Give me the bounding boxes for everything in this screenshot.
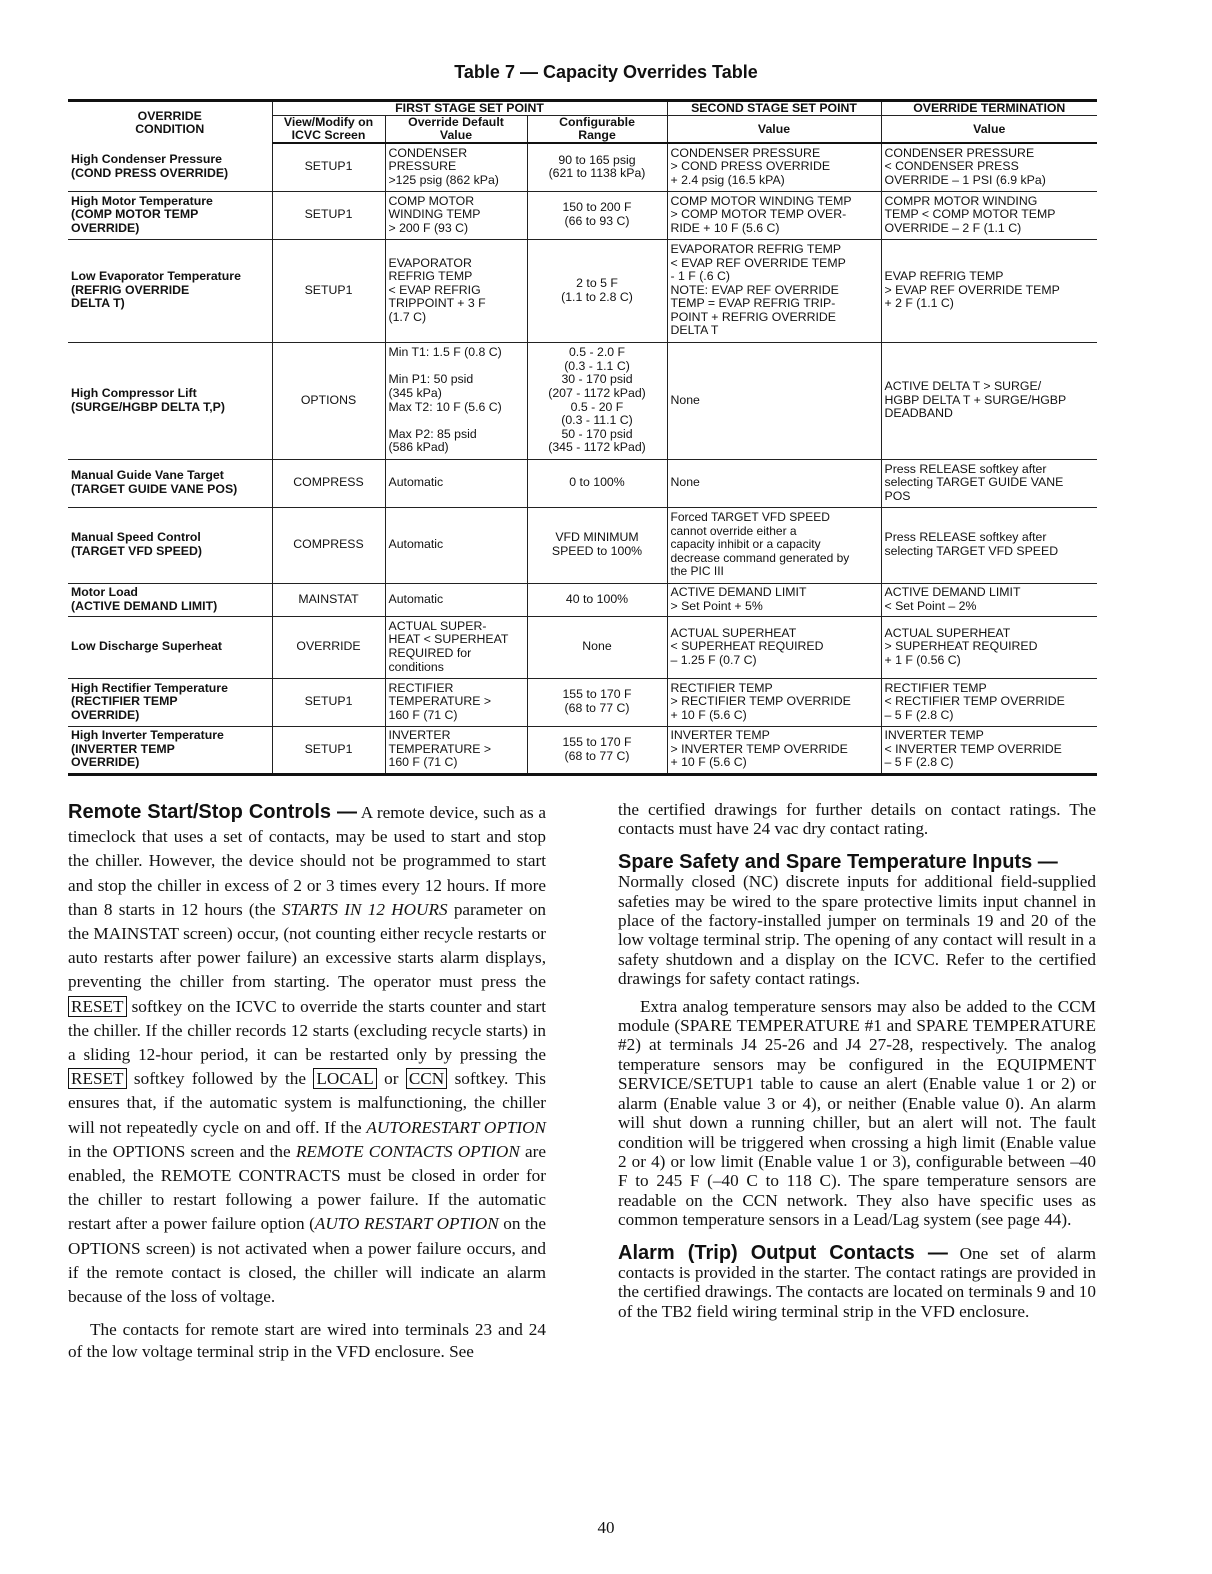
cell-range: 0.5 - 2.0 F (0.3 - 1.1 C) 30 - 170 psid (207 - 1172 kPad) 0.5 - 20 F (0.3 - 11.1 C) 50 - 170 psid (345 - 1172 kPad) bbox=[527, 342, 667, 459]
cell-second: None bbox=[667, 459, 881, 507]
header-second-stage: SECOND STAGE SET POINT bbox=[667, 101, 881, 116]
cell-condition: High Inverter Temperature (INVERTER TEMP OVERRIDE) bbox=[68, 726, 272, 774]
cell-termination: Press RELEASE softkey after selecting TARGET VFD SPEED bbox=[881, 507, 1097, 583]
cell-screen: COMPRESS bbox=[272, 507, 385, 583]
cell-condition: High Condenser Pressure (COND PRESS OVERRIDE) bbox=[68, 143, 272, 191]
cell-termination: EVAP REFRIG TEMP > EVAP REF OVERRIDE TEMP + 2 F (1.1 C) bbox=[881, 239, 1097, 342]
cell-condition: High Compressor Lift (SURGE/HGBP DELTA T,P) bbox=[68, 342, 272, 459]
cell-default: INVERTER TEMPERATURE > 160 F (71 C) bbox=[385, 726, 527, 774]
table-row bbox=[68, 239, 1097, 342]
cell-default: CONDENSER PRESSURE >125 psig (862 kPa) bbox=[385, 143, 527, 191]
table-row bbox=[68, 678, 1097, 726]
cell-second: COMP MOTOR WINDING TEMP > COMP MOTOR TEMP OVER- RIDE + 10 F (5.6 C) bbox=[667, 191, 881, 239]
page-number: 40 bbox=[597, 1518, 615, 1537]
cell-condition: High Motor Temperature (COMP MOTOR TEMP OVERRIDE) bbox=[68, 191, 272, 239]
cell-termination: Press RELEASE softkey after selecting TARGET GUIDE VANE POS bbox=[881, 459, 1097, 507]
cell-condition: Manual Speed Control (TARGET VFD SPEED) bbox=[68, 507, 272, 583]
cell-condition: Low Discharge Superheat bbox=[68, 616, 272, 678]
body-text: or bbox=[376, 1069, 406, 1089]
cell-second: Forced TARGET VFD SPEED cannot override either a capacity inhibit or a capacity decrease command generated by the PIC III bbox=[667, 507, 881, 583]
cell-condition: Low Evaporator Temperature (REFRIG OVERRIDE DELTA T) bbox=[68, 239, 272, 342]
body-text: One set of alarm contacts is provided in the starter. The contact ratings are provided in the certified drawings. The contacts are located on terminals 9 and 10 of the TB2 field wiring terminal strip in the VFD enclosure. bbox=[618, 1243, 1097, 1321]
capacity-overrides-table bbox=[68, 99, 1097, 776]
cell-screen: SETUP1 bbox=[272, 726, 385, 774]
cell-screen: SETUP1 bbox=[272, 143, 385, 191]
table-row bbox=[68, 342, 1097, 459]
remote-start-stop-paragraph bbox=[68, 800, 546, 1309]
cell-screen: SETUP1 bbox=[272, 239, 385, 342]
cell-screen: SETUP1 bbox=[272, 678, 385, 726]
local-softkey: LOCAL bbox=[313, 1068, 376, 1089]
param-starts-in-12-hours: STARTS IN 12 HOURS bbox=[281, 899, 448, 919]
cell-second: RECTIFIER TEMP > RECTIFIER TEMP OVERRIDE + 10 F (5.6 C) bbox=[667, 678, 881, 726]
cell-termination: INVERTER TEMP < INVERTER TEMP OVERRIDE – 5 F (2.8 C) bbox=[881, 726, 1097, 774]
header-view-modify: View/Modify on ICVC Screen bbox=[272, 116, 385, 144]
cell-screen: OPTIONS bbox=[272, 342, 385, 459]
reset-softkey: RESET bbox=[68, 1068, 127, 1089]
header-termination: OVERRIDE TERMINATION bbox=[881, 101, 1097, 116]
cell-second: EVAPORATOR REFRIG TEMP < EVAP REF OVERRIDE TEMP - 1 F (.6 C) NOTE: EVAP REF OVERRIDE TEMP = EVAP REFRIG TRIP- POINT + REFRIG OVERRIDE DELTA T bbox=[667, 239, 881, 342]
table-title: Table 7 — Capacity Overrides Table bbox=[454, 62, 758, 82]
cell-termination: ACTIVE DEMAND LIMIT < Set Point – 2% bbox=[881, 583, 1097, 616]
cell-second: INVERTER TEMP > INVERTER TEMP OVERRIDE + 10 F (5.6 C) bbox=[667, 726, 881, 774]
cell-default: Automatic bbox=[385, 507, 527, 583]
cell-default: Automatic bbox=[385, 459, 527, 507]
cell-termination: RECTIFIER TEMP < RECTIFIER TEMP OVERRIDE – 5 F (2.8 C) bbox=[881, 678, 1097, 726]
header-second-value: Value bbox=[667, 116, 881, 144]
cell-default: RECTIFIER TEMPERATURE > 160 F (71 C) bbox=[385, 678, 527, 726]
remote-contacts-paragraph: The contacts for remote start are wired into terminals 23 and 24 of the low voltage terminal strip in the VFD enclosure. See bbox=[68, 1320, 546, 1362]
alarm-contacts-heading: Alarm (Trip) Output Contacts — bbox=[618, 1241, 948, 1264]
cell-range: VFD MINIMUM SPEED to 100% bbox=[527, 507, 667, 583]
body-text: softkey followed by the bbox=[126, 1069, 314, 1089]
cell-screen: MAINSTAT bbox=[272, 583, 385, 616]
param-remote-contacts-option: REMOTE CONTACTS OPTION bbox=[295, 1141, 520, 1161]
cell-second: ACTUAL SUPERHEAT < SUPERHEAT REQUIRED – 1.25 F (0.7 C) bbox=[667, 616, 881, 678]
table-row bbox=[68, 726, 1097, 774]
body-text: Normally closed (NC) discrete inputs for additional field-supplied safeties may be wired to the spare protective limits input channel in place of the factory-installed jumper on terminals 19 and 20 of the low voltage terminal strip. The opening of any contact will result in a safety shutdown and a display on the ICVC. Refer to the certified drawings for safety contact ratings. bbox=[618, 872, 1096, 989]
table-row bbox=[68, 583, 1097, 616]
table-row bbox=[68, 191, 1097, 239]
cell-second: ACTIVE DEMAND LIMIT > Set Point + 5% bbox=[667, 583, 881, 616]
table-row bbox=[68, 616, 1097, 678]
table-row bbox=[68, 143, 1097, 191]
remote-contacts-continued: the certified drawings for further details on contact ratings. The contacts must have 24 vac dry contact rating. bbox=[618, 800, 1096, 839]
remote-start-stop-heading: Remote Start/Stop Controls — bbox=[68, 801, 357, 823]
cell-range: 40 to 100% bbox=[527, 583, 667, 616]
right-column bbox=[618, 800, 1096, 1321]
cell-condition: Motor Load (ACTIVE DEMAND LIMIT) bbox=[68, 583, 272, 616]
ccn-softkey: CCN bbox=[406, 1068, 447, 1089]
cell-default: Min T1: 1.5 F (0.8 C) Min P1: 50 psid (345 kPa) Max T2: 10 F (5.6 C) Max P2: 85 psid (586 kPad) bbox=[385, 342, 527, 459]
spare-inputs-heading: Spare Safety and Spare Temperature Inputs — bbox=[618, 850, 1058, 873]
reset-softkey: RESET bbox=[68, 996, 127, 1017]
param-auto-restart-option: AUTO RESTART OPTION bbox=[314, 1214, 499, 1234]
body-text: softkey. This ensures that, if the automatic system is malfunctioning, the chiller will not repeatedly cycle on and off. If the bbox=[68, 1069, 546, 1137]
spare-temperature-paragraph: Extra analog temperature sensors may also be added to the CCM module (SPARE TEMPERATURE #1 and SPARE TEMPERATURE #2) at terminals J4 25-26 and J4 27-28, respectively. The analog temperature sensors may be configured in the EQUIPMENT SERVICE/SETUP1 table to cause an alert (Enable value 1 or 2) or alarm (Enable value 3 or 4), or neither (Enable value 0). An alarm will shut down a running chiller, but an alert will not. The fault condition will be triggered when crossing a high limit (Enable value 2 or 4) or low limit (Enable value 1 or 3), configurable between –40 F to 245 F (–40 C to 118 C). The spare temperature sensors are readable on the CCN network. They also have specific uses as common temperature sensors in a Lead/Lag system (see page 44). bbox=[618, 996, 1096, 1230]
cell-range: 2 to 5 F (1.1 to 2.8 C) bbox=[527, 239, 667, 342]
body-text: are enabled, the REMOTE CONTRACTS must be closed in order for the chiller to restart following a power failure. If the automatic restart after a power failure option ( bbox=[68, 1141, 547, 1234]
cell-second: None bbox=[667, 342, 881, 459]
cell-second: CONDENSER PRESSURE > COND PRESS OVERRIDE + 2.4 psig (16.5 kPA) bbox=[667, 143, 881, 191]
cell-screen: OVERRIDE bbox=[272, 616, 385, 678]
cell-screen: COMPRESS bbox=[272, 459, 385, 507]
body-text: A remote device, such as a timeclock that uses a set of contacts, may be used to start and stop the chiller. However, the device should not be programmed to start and stop the chiller in excess of 2 or 3 times every 12 hours. If more than 8 starts in 12 hours (the bbox=[68, 803, 546, 919]
body-text: softkey on the ICVC to override the starts counter and start the chiller. If the chiller records 12 starts (excluding recycle starts) in a sliding 12-hour period, it can be restarted only by pressing the bbox=[68, 996, 546, 1065]
param-autorestart-option: AUTORESTART OPTION bbox=[366, 1117, 546, 1137]
table-row bbox=[68, 459, 1097, 507]
cell-termination: CONDENSER PRESSURE < CONDENSER PRESS OVERRIDE – 1 PSI (6.9 kPa) bbox=[881, 143, 1097, 191]
cell-default: ACTUAL SUPER- HEAT < SUPERHEAT REQUIRED for conditions bbox=[385, 616, 527, 678]
cell-default: EVAPORATOR REFRIG TEMP < EVAP REFRIG TRIPPOINT + 3 F (1.7 C) bbox=[385, 239, 527, 342]
body-text: parameter on the MAINSTAT screen) occur, (not counting either recycle restarts or auto restarts after power failure) an excessive starts alarm displays, preventing the chiller from starting. The operator must press the bbox=[68, 899, 547, 992]
alarm-contacts-paragraph bbox=[618, 1241, 1097, 1322]
cell-default: COMP MOTOR WINDING TEMP > 200 F (93 C) bbox=[385, 191, 527, 239]
body-text: in the OPTIONS screen and the bbox=[68, 1141, 296, 1161]
header-termination-value: Value bbox=[881, 116, 1097, 144]
header-first-stage: FIRST STAGE SET POINT bbox=[272, 101, 667, 116]
header-override-default: Override Default Value bbox=[385, 116, 527, 144]
cell-termination: COMPR MOTOR WINDING TEMP < COMP MOTOR TEMP OVERRIDE – 2 F (1.1 C) bbox=[881, 191, 1097, 239]
header-configurable-range: Configurable Range bbox=[527, 116, 667, 144]
cell-range: 90 to 165 psig (621 to 1138 kPa) bbox=[527, 143, 667, 191]
header-override-condition: OVERRIDE CONDITION bbox=[68, 101, 272, 144]
body-text: on the OPTIONS screen) is not activated when a power failure occurs, and if the remote contact is closed, the chiller will indicate an alarm because of the loss of voltage. bbox=[68, 1214, 546, 1307]
cell-range: 150 to 200 F (66 to 93 C) bbox=[527, 191, 667, 239]
cell-termination: ACTIVE DELTA T > SURGE/ HGBP DELTA T + SURGE/HGBP DEADBAND bbox=[881, 342, 1097, 459]
cell-termination: ACTUAL SUPERHEAT > SUPERHEAT REQUIRED + 1 F (0.56 C) bbox=[881, 616, 1097, 678]
cell-range: None bbox=[527, 616, 667, 678]
left-column bbox=[68, 800, 546, 1363]
cell-range: 0 to 100% bbox=[527, 459, 667, 507]
cell-range: 155 to 170 F (68 to 77 C) bbox=[527, 678, 667, 726]
cell-default: Automatic bbox=[385, 583, 527, 616]
cell-screen: SETUP1 bbox=[272, 191, 385, 239]
cell-condition: Manual Guide Vane Target (TARGET GUIDE VANE POS) bbox=[68, 459, 272, 507]
table-row bbox=[68, 507, 1097, 583]
cell-range: 155 to 170 F (68 to 77 C) bbox=[527, 726, 667, 774]
spare-inputs-paragraph bbox=[618, 850, 1096, 989]
cell-condition: High Rectifier Temperature (RECTIFIER TEMP OVERRIDE) bbox=[68, 678, 272, 726]
